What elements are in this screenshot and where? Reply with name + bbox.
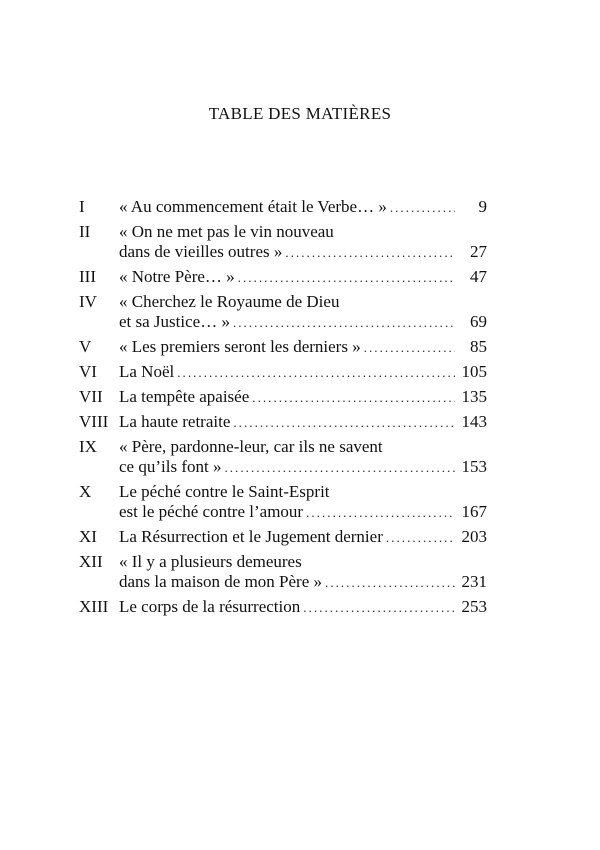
toc-entry	[79, 337, 487, 358]
chapter-title-line: La Noël	[119, 362, 175, 381]
page-number: 153	[461, 457, 487, 476]
chapter-title-line: dans la maison de mon Père »	[119, 572, 323, 591]
chapter-title-line: dans de vieilles outres »	[119, 242, 283, 261]
toc-entry	[79, 267, 487, 288]
chapter-title-line: Le péché contre le Saint-Esprit	[119, 482, 330, 501]
chapter-title-line: « Les premiers seront les derniers »	[119, 337, 361, 356]
toc-entry	[79, 597, 487, 618]
chapter-number: XII	[79, 552, 103, 571]
chapter-number: V	[79, 337, 92, 356]
dot-leader	[387, 198, 455, 218]
chapter-title	[119, 222, 487, 263]
chapter-title-line: « Il y a plusieurs demeures	[119, 552, 302, 571]
dot-leader	[230, 313, 455, 333]
page-number: 9	[478, 197, 487, 216]
dot-leader	[221, 458, 455, 478]
toc-entry	[79, 222, 487, 263]
chapter-number: X	[79, 482, 92, 501]
toc-entry	[79, 437, 487, 478]
chapter-title	[119, 337, 487, 358]
chapter-title-line: La tempête apaisée	[119, 387, 250, 406]
chapter-title-line: « Notre Père… »	[119, 267, 235, 286]
chapter-title	[119, 597, 487, 618]
chapter-title	[119, 527, 487, 548]
toc-entry	[79, 412, 487, 433]
chapter-title-line: « Cherchez le Royaume de Dieu	[119, 292, 340, 311]
page-number: 253	[461, 597, 487, 616]
chapter-title	[119, 362, 487, 383]
dot-leader	[235, 268, 455, 288]
chapter-title-line: « Père, pardonne-leur, car ils ne savent	[119, 437, 383, 456]
table-of-contents	[79, 197, 487, 622]
toc-entry	[79, 552, 487, 593]
chapter-title	[119, 387, 487, 408]
dot-leader	[361, 338, 455, 358]
chapter-number: I	[79, 197, 85, 216]
chapter-title-line: « Au commencement était le Verbe… »	[119, 197, 387, 216]
page-number: 69	[470, 312, 487, 331]
page-number: 27	[470, 242, 487, 261]
page-number: 85	[470, 337, 487, 356]
toc-entry	[79, 387, 487, 408]
chapter-title-line: La Résurrection et le Jugement dernier	[119, 527, 383, 546]
chapter-title-line: est le péché contre l’amour	[119, 502, 304, 521]
chapter-number: VII	[79, 387, 103, 406]
dot-leader	[303, 503, 455, 523]
chapter-number: III	[79, 267, 96, 286]
dot-leader	[230, 413, 455, 433]
chapter-title-line: ce qu’ils font »	[119, 457, 222, 476]
chapter-title-line: La haute retraite	[119, 412, 231, 431]
chapter-number: II	[79, 222, 91, 241]
chapter-number: IV	[79, 292, 97, 311]
page-number: 167	[461, 502, 487, 521]
page-number: 143	[461, 412, 487, 431]
dot-leader	[383, 528, 455, 548]
page-number: 105	[461, 362, 487, 381]
dot-leader	[249, 388, 455, 408]
chapter-title-line: « On ne met pas le vin nouveau	[119, 222, 334, 241]
page-number: 203	[461, 527, 487, 546]
chapter-title	[119, 437, 487, 478]
chapter-title	[119, 197, 487, 218]
chapter-number: IX	[79, 437, 97, 456]
dot-leader	[322, 573, 455, 593]
page-title: TABLE DES MATIÈRES	[208, 104, 392, 123]
chapter-title	[119, 482, 487, 523]
page-number: 231	[461, 572, 487, 591]
dot-leader	[282, 243, 455, 263]
toc-entry	[79, 197, 487, 218]
chapter-number: VIII	[79, 412, 109, 431]
chapter-title-line: Le corps de la résurrection	[119, 597, 301, 616]
chapter-title	[119, 552, 487, 593]
dot-leader	[174, 363, 455, 383]
chapter-number: XIII	[79, 597, 109, 616]
chapter-title-line: et sa Justice… »	[119, 312, 230, 331]
toc-entry	[79, 527, 487, 548]
dot-leader	[300, 598, 455, 618]
chapter-title	[119, 267, 487, 288]
chapter-number: XI	[79, 527, 97, 546]
toc-entry	[79, 292, 487, 333]
chapter-title	[119, 292, 487, 333]
chapter-title	[119, 412, 487, 433]
toc-entry	[79, 482, 487, 523]
toc-entry	[79, 362, 487, 383]
page-number: 135	[461, 387, 487, 406]
chapter-number: VI	[79, 362, 97, 381]
page-number: 47	[470, 267, 487, 286]
